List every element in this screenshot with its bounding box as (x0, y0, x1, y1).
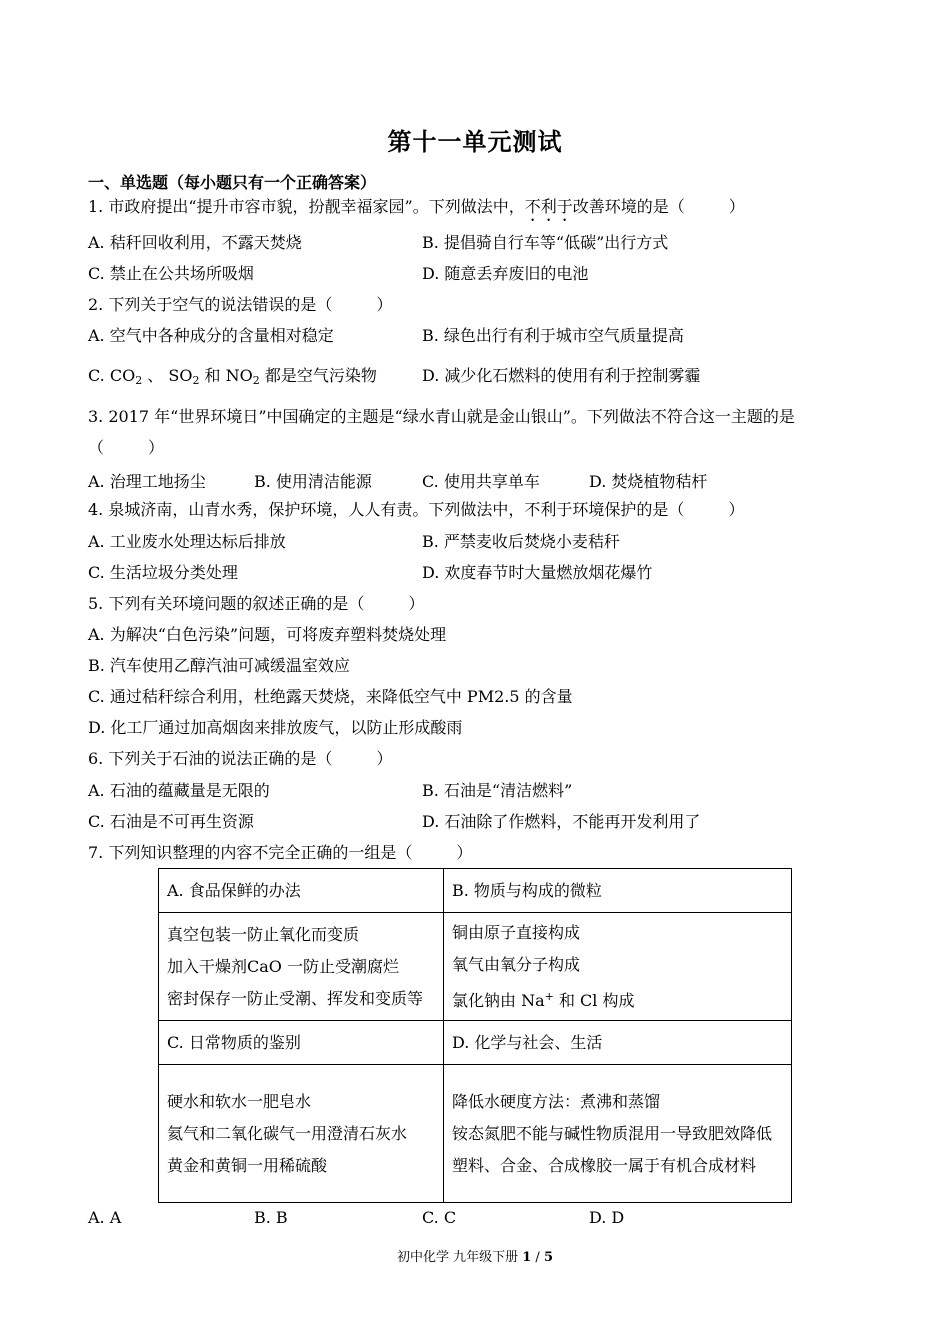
table-row (159, 1021, 792, 1065)
option-c-tail: 都是空气污染物 (259, 366, 377, 385)
question-2-stem (88, 295, 392, 315)
question-5-option-a: A. 为解决“白色污染”问题，可将废弃塑料焚烧处理 (88, 625, 447, 644)
question-6-option-a: A. 石油的蕴藏量是无限的 (88, 781, 270, 800)
question-4-stem-text: 4. 泉城济南，山青水秀，保护环境，人人有责。下列做法中，不利于环境保护的是（ (88, 500, 685, 519)
question-6-option-d: D. 石油除了作燃料，不能再开发利用了 (422, 812, 701, 831)
cell-c-head: C. 日常物质的鉴别 (159, 1021, 444, 1065)
cell-line: 塑料、合金、合成橡胶一属于有机合成材料 (452, 1155, 757, 1175)
cell-line: 氧气由氧分子构成 (452, 954, 581, 974)
question-6-option-b: B. 石油是“清洁燃料” (422, 781, 573, 800)
question-3-option-d: D. 焚烧植物秸杆 (589, 472, 708, 491)
question-6-stem-text: 6. 下列关于石油的说法正确的是（ (88, 749, 333, 768)
page-total: 5 (543, 1250, 553, 1265)
cell-line: 氦气和二氧化碳气一用澄清石灰水 (167, 1123, 408, 1143)
cell-line (452, 981, 783, 1017)
question-4-option-b: B. 严禁麦收后焚烧小麦秸秆 (422, 532, 620, 551)
superscript: + (544, 989, 554, 1003)
knowledge-table (158, 868, 792, 1203)
table-row (159, 913, 792, 1021)
question-6-close: ） (376, 749, 393, 768)
question-4-option-c: C. 生活垃圾分类处理 (88, 563, 238, 582)
subscript: 2 (135, 374, 143, 387)
question-3-paren (88, 438, 164, 458)
question-2-option-b: B. 绿色出行有利于城市空气质量提高 (422, 326, 684, 345)
cell-line: 加入干燥剂CaO 一防止受潮腐烂 (167, 956, 399, 976)
cell-line: 降低水硬度方法：煮沸和蒸馏 (452, 1091, 661, 1111)
question-1-stem-pre: 1. 市政府提出“提升市容市貌，扮靓幸福家园”。下列做法中， (88, 197, 525, 216)
question-3-option-b: B. 使用清洁能源 (254, 472, 372, 491)
question-2-option-d: D. 减少化石燃料的使用有利于控制雾霾 (422, 366, 701, 385)
section-heading: 一、单选题（每小题只有一个正确答案） (88, 173, 377, 192)
paren-close: ） (148, 438, 165, 457)
question-3-option-c: C. 使用共享单车 (422, 472, 540, 491)
page-separator: / (531, 1250, 544, 1265)
question-4-close: ） (728, 500, 745, 519)
question-2-stem-text: 2. 下列关于空气的说法错误的是（ (88, 295, 333, 314)
table-row (159, 1065, 792, 1203)
question-7-option-b: B. B (254, 1208, 288, 1227)
cell-line: 真空包装一防止氧化而变质 (167, 924, 360, 944)
question-1-emphasis: 不利于 (524, 197, 573, 216)
question-4-stem (88, 500, 744, 520)
formula-co: C. CO (88, 366, 136, 385)
question-5-option-b: B. 汽车使用乙醇汽油可减缓温室效应 (88, 656, 350, 675)
cell-line: 铵态氮肥不能与碱性物质混用一导致肥效降低 (452, 1123, 773, 1143)
question-5-stem (88, 594, 424, 614)
question-2-option-c (88, 366, 377, 391)
subscript: 2 (192, 374, 200, 387)
table-row (159, 869, 792, 913)
question-1-option-b: B. 提倡骑自行车等“低碳”出行方式 (422, 233, 669, 252)
cell-d-body (444, 1065, 792, 1203)
cell-c-body (159, 1065, 444, 1203)
question-3-stem: 3. 2017 年“世界环境日”中国确定的主题是“绿水青山就是金山银山”。下列做法不符合这一主题的是 (88, 407, 795, 426)
question-4-option-a: A. 工业废水处理达标后排放 (88, 532, 286, 551)
question-1-stem (88, 197, 745, 225)
question-7-option-a: A. A (88, 1208, 122, 1227)
question-3-option-a: A. 治理工地扬尘 (88, 472, 206, 491)
nacl-text: 氯化钠由 Na (452, 990, 545, 1010)
cell-line: 硬水和软水一肥皂水 (167, 1091, 312, 1111)
page-footer (0, 1246, 950, 1265)
footer-text: 初中化学 九年级下册 (396, 1250, 523, 1265)
question-5-option-d: D. 化工厂通过加高烟囱来排放废气，以防止形成酸雨 (88, 718, 463, 737)
question-1-close: ） (728, 197, 745, 216)
question-7-option-d: D. D (589, 1208, 625, 1227)
nacl-text-tail: 和 Cl 构成 (553, 990, 635, 1010)
paren-open: （ (88, 438, 105, 457)
page-number: 1 (522, 1250, 532, 1265)
formula-so: 、 SO (142, 366, 193, 385)
question-7-stem-text: 7. 下列知识整理的内容不完全正确的一组是（ (88, 843, 413, 862)
question-1-option-a: A. 秸秆回收利用，不露天焚烧 (88, 233, 302, 252)
question-7-stem (88, 843, 472, 863)
question-7-option-c: C. C (422, 1208, 457, 1227)
cell-line: 黄金和黄铜一用稀硫酸 (167, 1155, 328, 1175)
question-5-option-c: C. 通过秸秆综合利用，杜绝露天焚烧，来降低空气中 PM2.5 的含量 (88, 687, 573, 706)
question-5-close: ） (408, 594, 425, 613)
cell-d-head: D. 化学与社会、生活 (444, 1021, 792, 1065)
question-4-option-d: D. 欢度春节时大量燃放烟花爆竹 (422, 563, 653, 582)
formula-no: 和 NO (199, 366, 253, 385)
cell-a-head: A. 食品保鲜的办法 (159, 869, 444, 913)
question-2-close: ） (376, 295, 393, 314)
question-1-option-c: C. 禁止在公共场所吸烟 (88, 264, 254, 283)
question-1-stem-post: 改善环境的是（ (572, 197, 685, 216)
question-6-stem (88, 749, 392, 769)
cell-line: 铜由原子直接构成 (452, 922, 581, 942)
question-1-option-d: D. 随意丢弃废旧的电池 (422, 264, 589, 283)
cell-a-body (159, 913, 444, 1021)
question-6-option-c: C. 石油是不可再生资源 (88, 812, 254, 831)
question-2-option-a: A. 空气中各种成分的含量相对稳定 (88, 326, 334, 345)
cell-line: 密封保存一防止受潮、挥发和变质等 (167, 988, 424, 1008)
page-title: 第十一单元测试 (387, 127, 563, 156)
question-7-close: ） (456, 843, 473, 862)
subscript: 2 (252, 374, 260, 387)
question-5-stem-text: 5. 下列有关环境问题的叙述正确的是（ (88, 594, 365, 613)
cell-b-head: B. 物质与构成的微粒 (444, 869, 792, 913)
cell-b-body (444, 913, 792, 1021)
